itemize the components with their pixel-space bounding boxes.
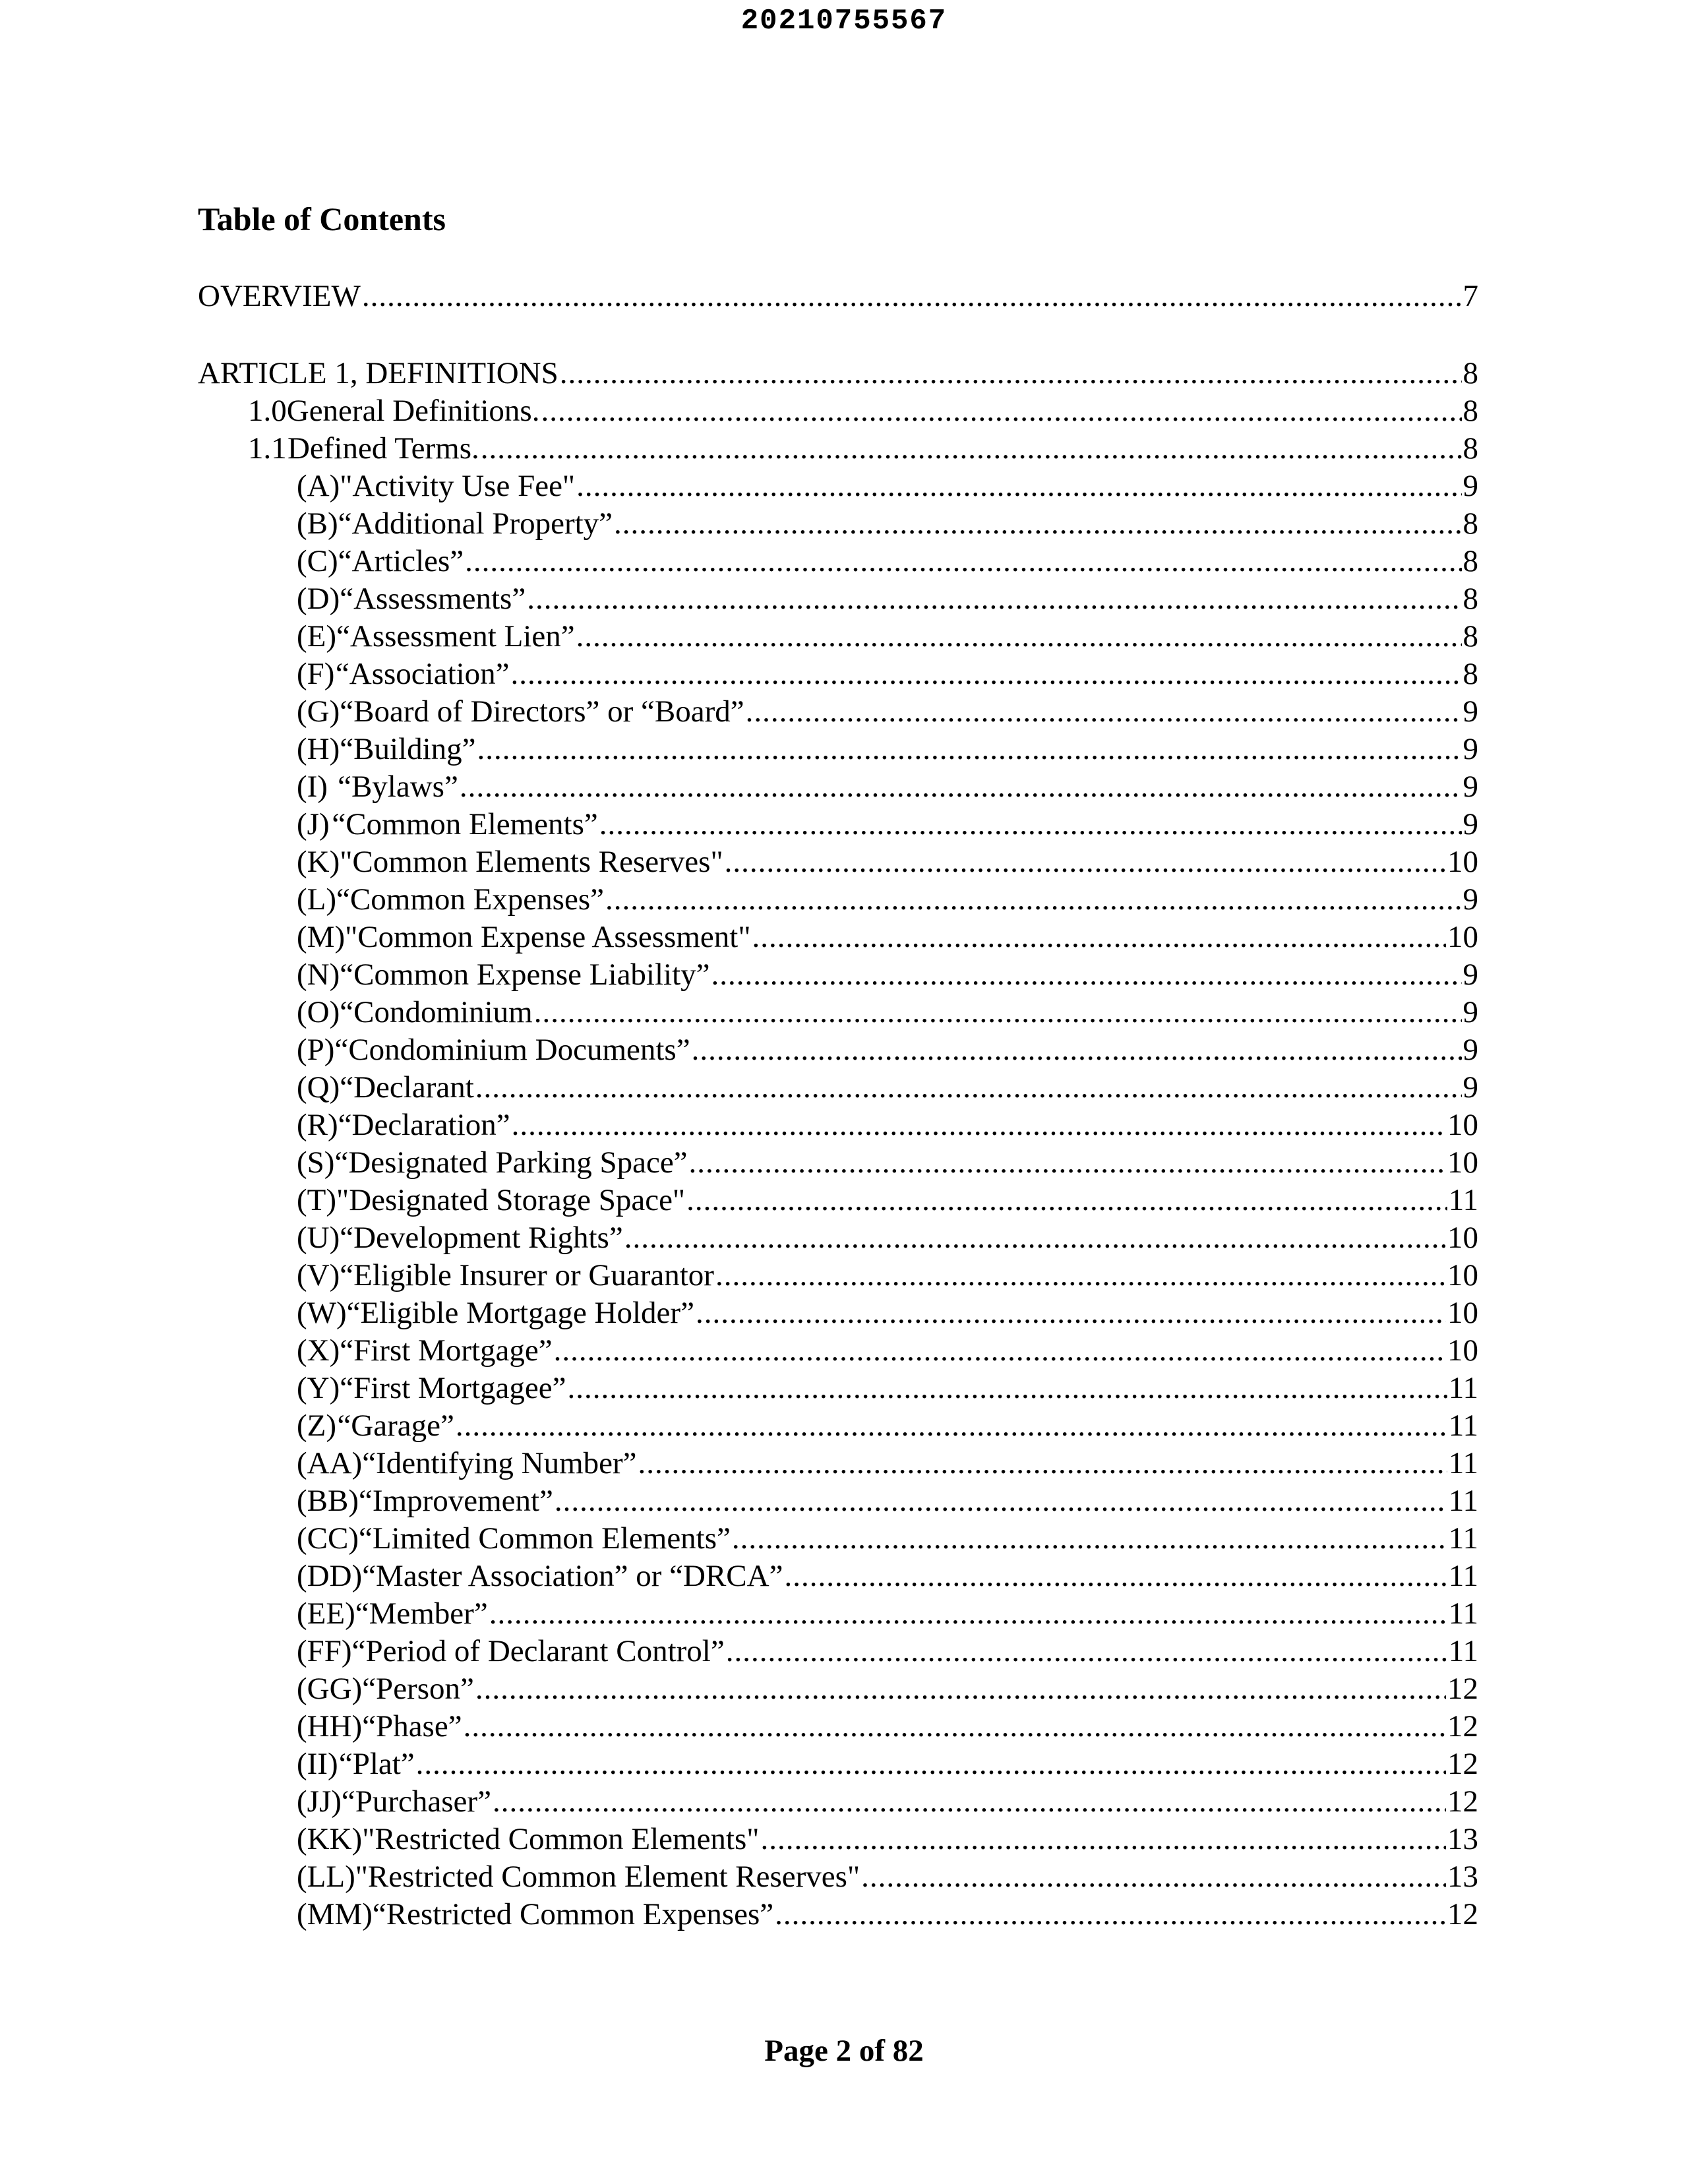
toc-entry-page: 9 (1462, 995, 1478, 1029)
toc-entry-number: (H) (297, 732, 340, 766)
dot-leader (554, 1331, 1446, 1370)
toc-entry-term (198, 1519, 1478, 1558)
toc-entry-term (198, 1256, 1478, 1294)
dot-leader (541, 392, 1461, 430)
toc-entry-term (198, 805, 1478, 843)
toc-entry-page: 11 (1448, 1446, 1478, 1480)
toc-entry-term (198, 542, 1478, 580)
toc-entry-label: “Common Expenses” (336, 882, 604, 917)
toc-entry-label: “Garage” (337, 1409, 454, 1443)
toc-entry-label: OVERVIEW (198, 279, 361, 313)
toc-entry-label: “Restricted Common Expenses” (372, 1897, 774, 1931)
toc-entry-page: 9 (1462, 770, 1478, 804)
toc-entry-number: 1.1 (248, 431, 287, 466)
toc-entry-page: 11 (1448, 1409, 1478, 1443)
toc-entry-term (198, 1331, 1478, 1370)
toc-entry-label: "Restricted Common Element Reserves" (355, 1860, 860, 1894)
toc-entry-number: (R) (297, 1108, 338, 1142)
dot-leader (534, 993, 1462, 1031)
toc-entry-label: “First Mortgagee” (340, 1371, 566, 1405)
toc-entry-term (198, 1407, 1478, 1445)
toc-entry-term (198, 843, 1478, 881)
toc-entry-number: (A) (297, 469, 340, 503)
toc-entry-page: 9 (1462, 1070, 1478, 1105)
toc-entry-term (198, 655, 1478, 693)
toc-entry-label: “Board of Directors” or “Board” (340, 694, 744, 729)
toc-entry-label: “Master Association” or “DRCA” (362, 1559, 783, 1593)
toc-entry-term (198, 1858, 1478, 1896)
toc-entry-term (198, 1632, 1478, 1670)
toc-entry-term (198, 1557, 1478, 1595)
dot-leader (475, 1068, 1462, 1107)
toc-entry-label: "Common Expense Assessment" (345, 920, 751, 954)
toc-entry-number: (V) (297, 1258, 340, 1292)
toc-entry-number: (B) (297, 506, 338, 541)
toc-entry-label: "Activity Use Fee" (340, 469, 576, 503)
toc-entry-label: “Development Rights” (340, 1221, 623, 1255)
toc-entry-term (198, 1143, 1478, 1182)
toc-entry-page: 11 (1448, 1634, 1478, 1668)
page-number-footer: Page 2 of 82 (764, 2034, 924, 2068)
toc-entry-page: 12 (1447, 1897, 1478, 1931)
toc-entry-page: 9 (1462, 732, 1478, 766)
toc-entry-term (198, 1745, 1478, 1783)
toc-entry-label: “Declaration” (338, 1108, 510, 1142)
toc-entry-label: Defined Terms. (287, 431, 479, 466)
toc-entry-page: 8 (1462, 356, 1478, 390)
toc-entry-term (198, 467, 1478, 505)
toc-entry-page: 7 (1462, 279, 1478, 313)
dot-leader (605, 880, 1462, 919)
toc-entry-label: “Person” (362, 1672, 474, 1706)
toc-entry-page: 8 (1462, 431, 1478, 466)
toc-entry-number: (MM) (297, 1897, 373, 1931)
dot-leader (465, 542, 1461, 580)
toc-entry-label: “Common Elements” (332, 807, 598, 841)
toc-entry-section (198, 429, 1478, 468)
dot-leader (599, 805, 1462, 843)
toc-entry-term (198, 918, 1478, 956)
toc-entry-number: (U) (297, 1221, 340, 1255)
toc-entry-term (198, 1031, 1478, 1069)
dot-leader (692, 1031, 1462, 1069)
toc-entry-page: 10 (1447, 1108, 1478, 1142)
toc-entry-term (198, 1444, 1478, 1482)
dot-leader (464, 1707, 1446, 1745)
toc-entry-number: (D) (297, 582, 340, 616)
toc-entry-number: (X) (297, 1333, 340, 1368)
toc-entry-page: 10 (1447, 845, 1478, 879)
toc-entry-page: 8 (1462, 544, 1478, 578)
dot-leader (489, 1594, 1447, 1633)
toc-entry-number: (Y) (297, 1371, 340, 1405)
toc-entry-number: (O) (297, 995, 340, 1029)
dot-leader (477, 730, 1462, 768)
toc-entry-page: 8 (1462, 619, 1478, 653)
toc-entry-number: (L) (297, 882, 337, 917)
toc-entry-label: “Plat” (338, 1747, 415, 1781)
toc-entry-term (198, 730, 1478, 768)
toc-entry-label: “Member” (355, 1596, 488, 1631)
toc-entry-section (198, 392, 1478, 430)
toc-entry-term (198, 1181, 1478, 1219)
dot-leader (725, 843, 1446, 881)
toc-entry-label: “Purchaser” (341, 1784, 491, 1819)
toc-entry-label: “Bylaws” (338, 770, 458, 804)
toc-entry-number: (FF) (297, 1634, 352, 1668)
dot-leader (568, 1369, 1447, 1407)
toc-entry-term (198, 1219, 1478, 1257)
toc-entry-page: 11 (1448, 1371, 1478, 1405)
toc-entry-term (198, 993, 1478, 1031)
dot-leader (527, 580, 1461, 618)
toc-entry-number: (KK) (297, 1822, 363, 1856)
toc-entry-label: “Association” (335, 657, 510, 691)
dot-leader (752, 918, 1447, 956)
toc-entry-label: “Period of Declarant Control” (351, 1634, 725, 1668)
dot-leader (784, 1557, 1447, 1595)
toc-entry-number: (M) (297, 920, 346, 954)
toc-entry-number: (P) (297, 1033, 335, 1067)
toc-entry-term (198, 1068, 1478, 1107)
toc-entry-number: (HH) (297, 1709, 363, 1744)
toc-entry-label: "Restricted Common Elements" (362, 1822, 760, 1856)
toc-entry-number: (E) (297, 619, 337, 653)
toc-entry-number: (LL) (297, 1860, 355, 1894)
toc-entry-label: “Eligible Insurer or Guarantor (340, 1258, 714, 1292)
toc-entry-number: (DD) (297, 1559, 363, 1593)
toc-entry-label: “First Mortgage” (340, 1333, 553, 1368)
toc-entry-term (198, 1895, 1478, 1933)
toc-entry-page: 13 (1447, 1822, 1478, 1856)
dot-leader (861, 1858, 1446, 1896)
toc-entry-number: 1.0 (248, 394, 287, 428)
dot-leader (775, 1895, 1446, 1933)
toc-entry-number: (C) (297, 544, 338, 578)
toc-entry-term (198, 880, 1478, 919)
dot-leader (576, 467, 1461, 505)
toc-entry-page: 11 (1448, 1596, 1478, 1631)
toc-entry-page: 12 (1447, 1709, 1478, 1744)
toc-entry-page: 11 (1448, 1484, 1478, 1518)
toc-entry-page: 11 (1448, 1521, 1478, 1556)
dot-leader (746, 692, 1462, 731)
dot-leader (614, 504, 1461, 543)
toc-entry-page: 9 (1462, 469, 1478, 503)
toc-entry-page: 10 (1447, 1258, 1478, 1292)
toc-entry-page: 10 (1447, 1296, 1478, 1330)
dot-leader (686, 1181, 1447, 1219)
toc-entry-page: 8 (1462, 582, 1478, 616)
toc-entry-page: 12 (1447, 1747, 1478, 1781)
toc-entry-number: (GG) (297, 1672, 363, 1706)
toc-entry-term (198, 1594, 1478, 1633)
dot-leader (481, 429, 1462, 468)
toc-entry-article-1 (198, 354, 1478, 392)
toc-entry-page: 11 (1448, 1183, 1478, 1217)
dot-leader (638, 1444, 1447, 1482)
toc-entry-label: “Assessments” (340, 582, 526, 616)
toc-entry-page: 9 (1462, 807, 1478, 841)
toc-entry-label: “Condominium (340, 995, 533, 1029)
toc-entry-label: “Phase” (362, 1709, 462, 1744)
toc-entry-number: (S) (297, 1145, 335, 1180)
toc-entry-number: (F) (297, 657, 335, 691)
dot-leader (362, 277, 1462, 315)
toc-entry-page: 9 (1462, 1033, 1478, 1067)
toc-entry-page: 10 (1447, 1221, 1478, 1255)
toc-entry-term (198, 692, 1478, 731)
dot-leader (512, 1106, 1446, 1144)
toc-entry-term (198, 956, 1478, 994)
toc-entry-term (198, 1782, 1478, 1821)
dot-leader (715, 1256, 1446, 1294)
toc-entry-number: (J) (297, 807, 330, 841)
toc-entry-number: (AA) (297, 1446, 363, 1480)
dot-leader (493, 1782, 1446, 1821)
dot-leader (732, 1519, 1447, 1558)
toc-entry-label: “Building” (340, 732, 476, 766)
toc-entry-term (198, 1670, 1478, 1708)
dot-leader (624, 1219, 1446, 1257)
toc-entry-label: "Designated Storage Space" (336, 1183, 686, 1217)
toc-entry-page: 13 (1447, 1860, 1478, 1894)
toc-entry-page: 9 (1462, 882, 1478, 917)
toc-entry-label: “Limited Common Elements” (359, 1521, 731, 1556)
toc-entry-label: “Improvement” (359, 1484, 553, 1518)
toc-entry-page: 8 (1462, 506, 1478, 541)
dot-leader (576, 617, 1462, 655)
toc-entry-term (198, 768, 1478, 806)
toc-entry-page: 11 (1448, 1559, 1478, 1593)
toc-entry-label: “Condominium Documents” (334, 1033, 690, 1067)
dot-leader (456, 1407, 1447, 1445)
dot-leader (696, 1294, 1446, 1332)
toc-entry-number: (Z) (297, 1409, 337, 1443)
toc-entry-term (198, 1482, 1478, 1520)
toc-entry-label: "Common Elements Reserves" (340, 845, 723, 879)
toc-entry-number: (G) (297, 694, 340, 729)
toc-entry-label: “Designated Parking Space” (334, 1145, 688, 1180)
toc-entry-label: “Assessment Lien” (336, 619, 575, 653)
dot-leader (460, 768, 1462, 806)
toc-entry-page: 12 (1447, 1672, 1478, 1706)
dot-leader (726, 1632, 1447, 1670)
toc-title: Table of Contents (198, 200, 446, 237)
toc-entry-label: “Articles” (338, 544, 464, 578)
toc-entry-page: 10 (1447, 1145, 1478, 1180)
toc-entry-number: (BB) (297, 1484, 359, 1518)
dot-leader (511, 655, 1462, 693)
dot-leader (555, 1482, 1447, 1520)
toc-entry-label: General Definitions. (286, 394, 540, 428)
toc-entry-number: (CC) (297, 1521, 359, 1556)
toc-entry-number: (T) (297, 1183, 337, 1217)
toc-entry-label: ARTICLE 1, DEFINITIONS (198, 356, 558, 390)
toc-entry-number: (K) (297, 845, 340, 879)
toc-entry-overview (198, 277, 1478, 315)
toc-entry-term (198, 1294, 1478, 1332)
toc-entry-number: (W) (297, 1296, 347, 1330)
toc-entry-number: (N) (297, 957, 340, 992)
dot-leader (416, 1745, 1446, 1783)
dot-leader (711, 956, 1462, 994)
toc-entry-label: “Identifying Number” (362, 1446, 637, 1480)
toc-entry-page: 9 (1462, 694, 1478, 729)
toc-entry-term (198, 580, 1478, 618)
toc-entry-term (198, 1106, 1478, 1144)
document-number: 20210755567 (740, 5, 948, 38)
toc-entry-number: (Q) (297, 1070, 340, 1105)
toc-entry-term (198, 1707, 1478, 1745)
toc-entry-number: (EE) (297, 1596, 355, 1631)
toc-entry-number: (II) (297, 1747, 338, 1781)
toc-entry-page: 10 (1447, 920, 1478, 954)
toc-entry-number: (JJ) (297, 1784, 342, 1819)
toc-entry-number: (I) (297, 770, 328, 804)
toc-entry-page: 12 (1447, 1784, 1478, 1819)
toc-entry-page: 9 (1462, 957, 1478, 992)
dot-leader (689, 1143, 1446, 1182)
toc-entry-term (198, 1820, 1478, 1858)
toc-entry-term (198, 1369, 1478, 1407)
toc-entry-term (198, 504, 1478, 543)
toc-entry-label: “Common Expense Liability” (340, 957, 710, 992)
dot-leader (475, 1670, 1446, 1708)
toc-entry-page: 10 (1447, 1333, 1478, 1368)
toc-entry-term (198, 617, 1478, 655)
toc-entry-label: “Additional Property” (338, 506, 613, 541)
toc-entry-label: “Eligible Mortgage Holder” (346, 1296, 694, 1330)
toc-entry-page: 8 (1462, 394, 1478, 428)
toc-entry-page: 8 (1462, 657, 1478, 691)
dot-leader (560, 354, 1462, 392)
dot-leader (760, 1820, 1446, 1858)
toc-entry-label: “Declarant (340, 1070, 474, 1105)
